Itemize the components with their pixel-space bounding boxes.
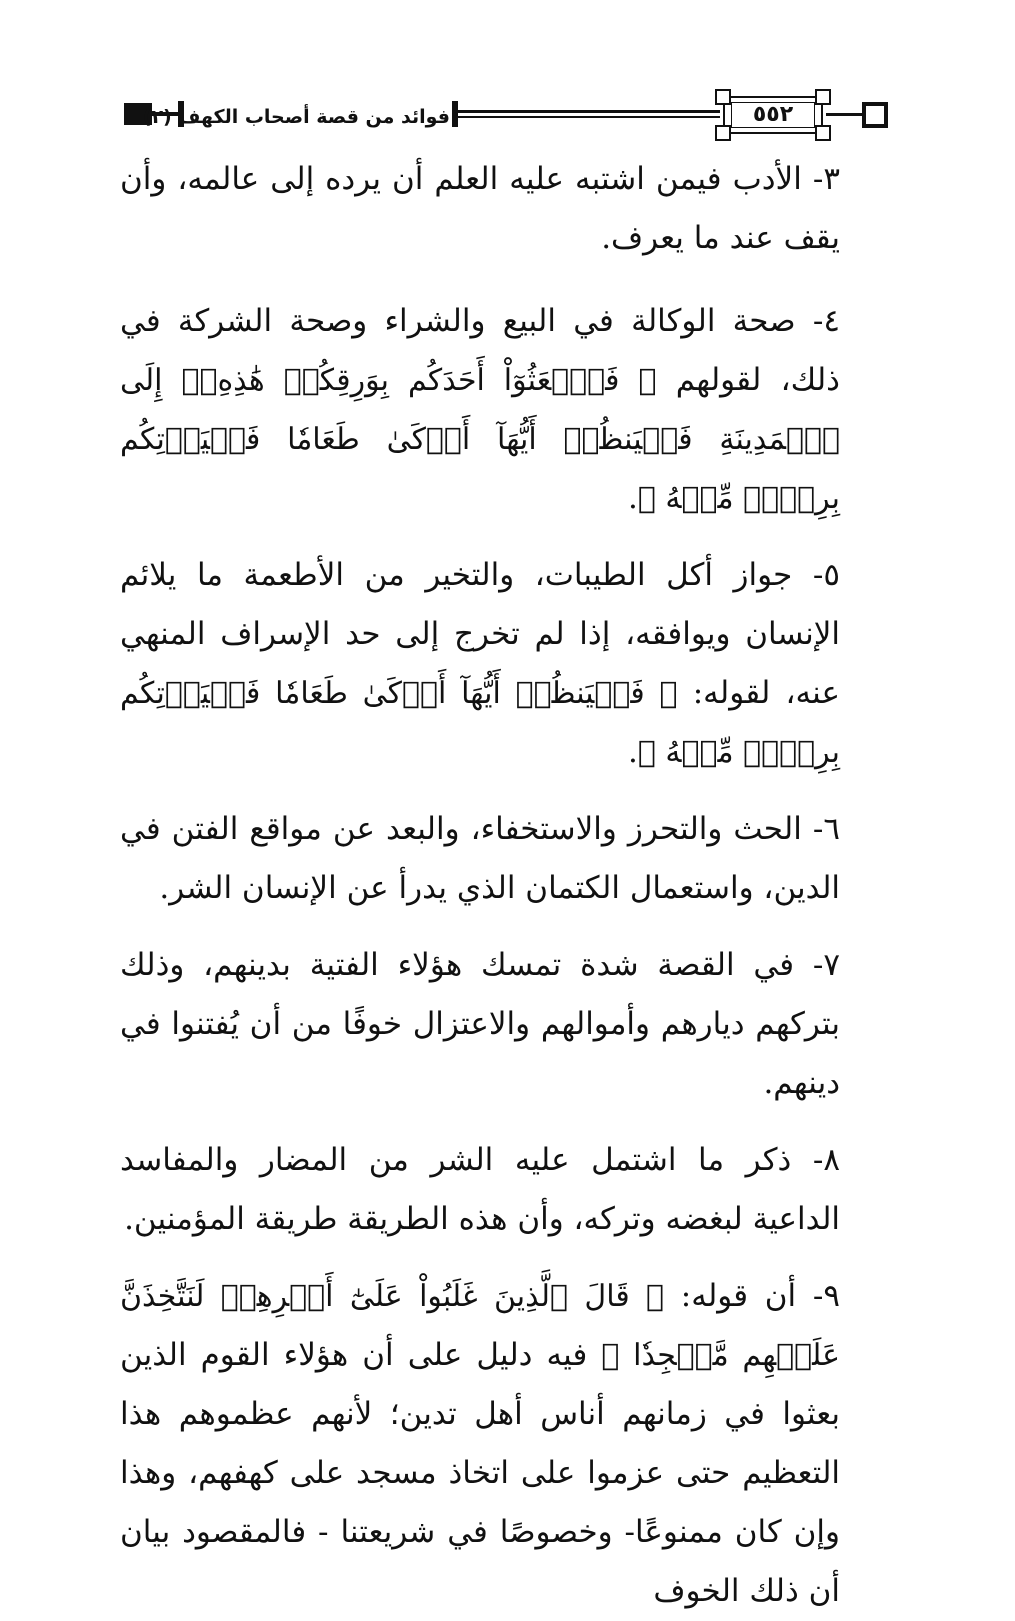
item-text-after: . [627, 734, 638, 770]
benefit-item-9 [120, 1267, 840, 1621]
item-number: ٧- [794, 947, 840, 983]
ornament-corner [815, 125, 831, 141]
paragraph [120, 800, 840, 918]
benefit-item-5 [120, 546, 840, 782]
paragraph [120, 150, 840, 268]
item-text: أن قوله: [664, 1278, 797, 1314]
quran-verse: ﴿ فَٱبۡعَثُوٓاْ أَحَدَكُم بِوَرِقِكُمۡ هَٰذِهِۦٓ إِلَى ٱلۡمَدِينَةِ فَلۡيَنظُرۡ أَيُّهَآ أَزۡكَىٰ طَعَامٗا فَلۡيَأۡتِكُم بِرِزۡقٖ مِّنۡهُ ﴾ [120, 363, 840, 516]
running-title: فوائد من قصة أصحاب الكهف (٢) [142, 106, 450, 128]
quran-verse: ﴿ قَالَ ٱلَّذِينَ غَلَبُواْ عَلَىٰٓ أَمۡرِهِمۡ لَنَتَّخِذَنَّ عَلَيۡهِم مَّسۡجِدٗا ﴾ [120, 1279, 841, 1373]
benefit-item-6 [120, 800, 840, 918]
header-rule-line [458, 110, 720, 113]
benefit-item-4 [120, 292, 840, 528]
item-text-after: فيه دليل على أن هؤلاء القوم الذين بعثوا في زمانهم أناس أهل تدين؛ لأنهم عظموهم هذا التعظيم حتى عزموا على اتخاذ مسجد على كهفهم، وهذا وإن كان ممنوعًا- وخصوصًا في شريعتنا - فالمقصود بيان أن ذلك الخوف [120, 1337, 840, 1609]
paragraph [120, 1267, 840, 1621]
item-text: جواز أكل الطيبات، والتخير من الأطعمة ما يلائم الإنسان ويوافقه، إذا لم تخرج إلى حد الإسراف المنهي عنه، لقوله: [120, 557, 840, 711]
ornament-corner [815, 89, 831, 105]
item-text: في القصة شدة تمسك هؤلاء الفتية بدينهم، وذلك بتركهم ديارهم وأموالهم والاعتزال خوفًا من أن يُفتنوا في دينهم. [120, 947, 840, 1101]
item-number: ٨- [791, 1142, 840, 1178]
item-text: ذكر ما اشتمل عليه الشر من المضار والمفاسد الداعية لبغضه وتركه، وأن هذه الطريقة طريقة المؤمنين. [120, 1142, 840, 1237]
page-body [120, 150, 840, 1621]
quran-verse: ﴿ فَلۡيَنظُرۡ أَيُّهَآ أَزۡكَىٰ طَعَامٗا فَلۡيَأۡتِكُم بِرِزۡقٖ مِّنۡهُ ﴾ [120, 676, 840, 770]
ornament-corner [715, 125, 731, 141]
item-text: الأدب فيمن اشتبه عليه العلم أن يرده إلى عالمه، وأن يقف عند ما يعرف. [120, 161, 840, 256]
paragraph [120, 1131, 840, 1249]
item-text-after: . [627, 480, 638, 516]
item-number: ٤- [795, 303, 840, 339]
benefit-item-3 [120, 150, 840, 268]
header-rule-line [826, 113, 862, 116]
item-number: ٥- [792, 557, 840, 593]
header-rule-line [458, 116, 720, 118]
header-rule-tick [452, 101, 458, 127]
item-number: ٣- [801, 161, 840, 197]
item-text: الحث والتحرز والاستخفاء، والبعد عن مواقع الفتن في الدين، واستعمال الكتمان الذي يدرأ عن الإنسان الشر. [120, 811, 840, 906]
ornament-corner [715, 89, 731, 105]
page-header [0, 0, 1015, 160]
item-text: صحة الوكالة في البيع والشراء وصحة الشركة في ذلك، لقولهم [120, 303, 840, 398]
page-number: ٥٥٢ [723, 96, 823, 134]
paragraph [120, 292, 840, 528]
item-number: ٦- [801, 811, 840, 847]
benefit-item-7 [120, 936, 840, 1113]
paragraph [120, 936, 840, 1113]
header-ornament-square [862, 102, 888, 128]
paragraph [120, 546, 840, 782]
item-number: ٩- [796, 1278, 840, 1314]
benefit-item-8 [120, 1131, 840, 1249]
